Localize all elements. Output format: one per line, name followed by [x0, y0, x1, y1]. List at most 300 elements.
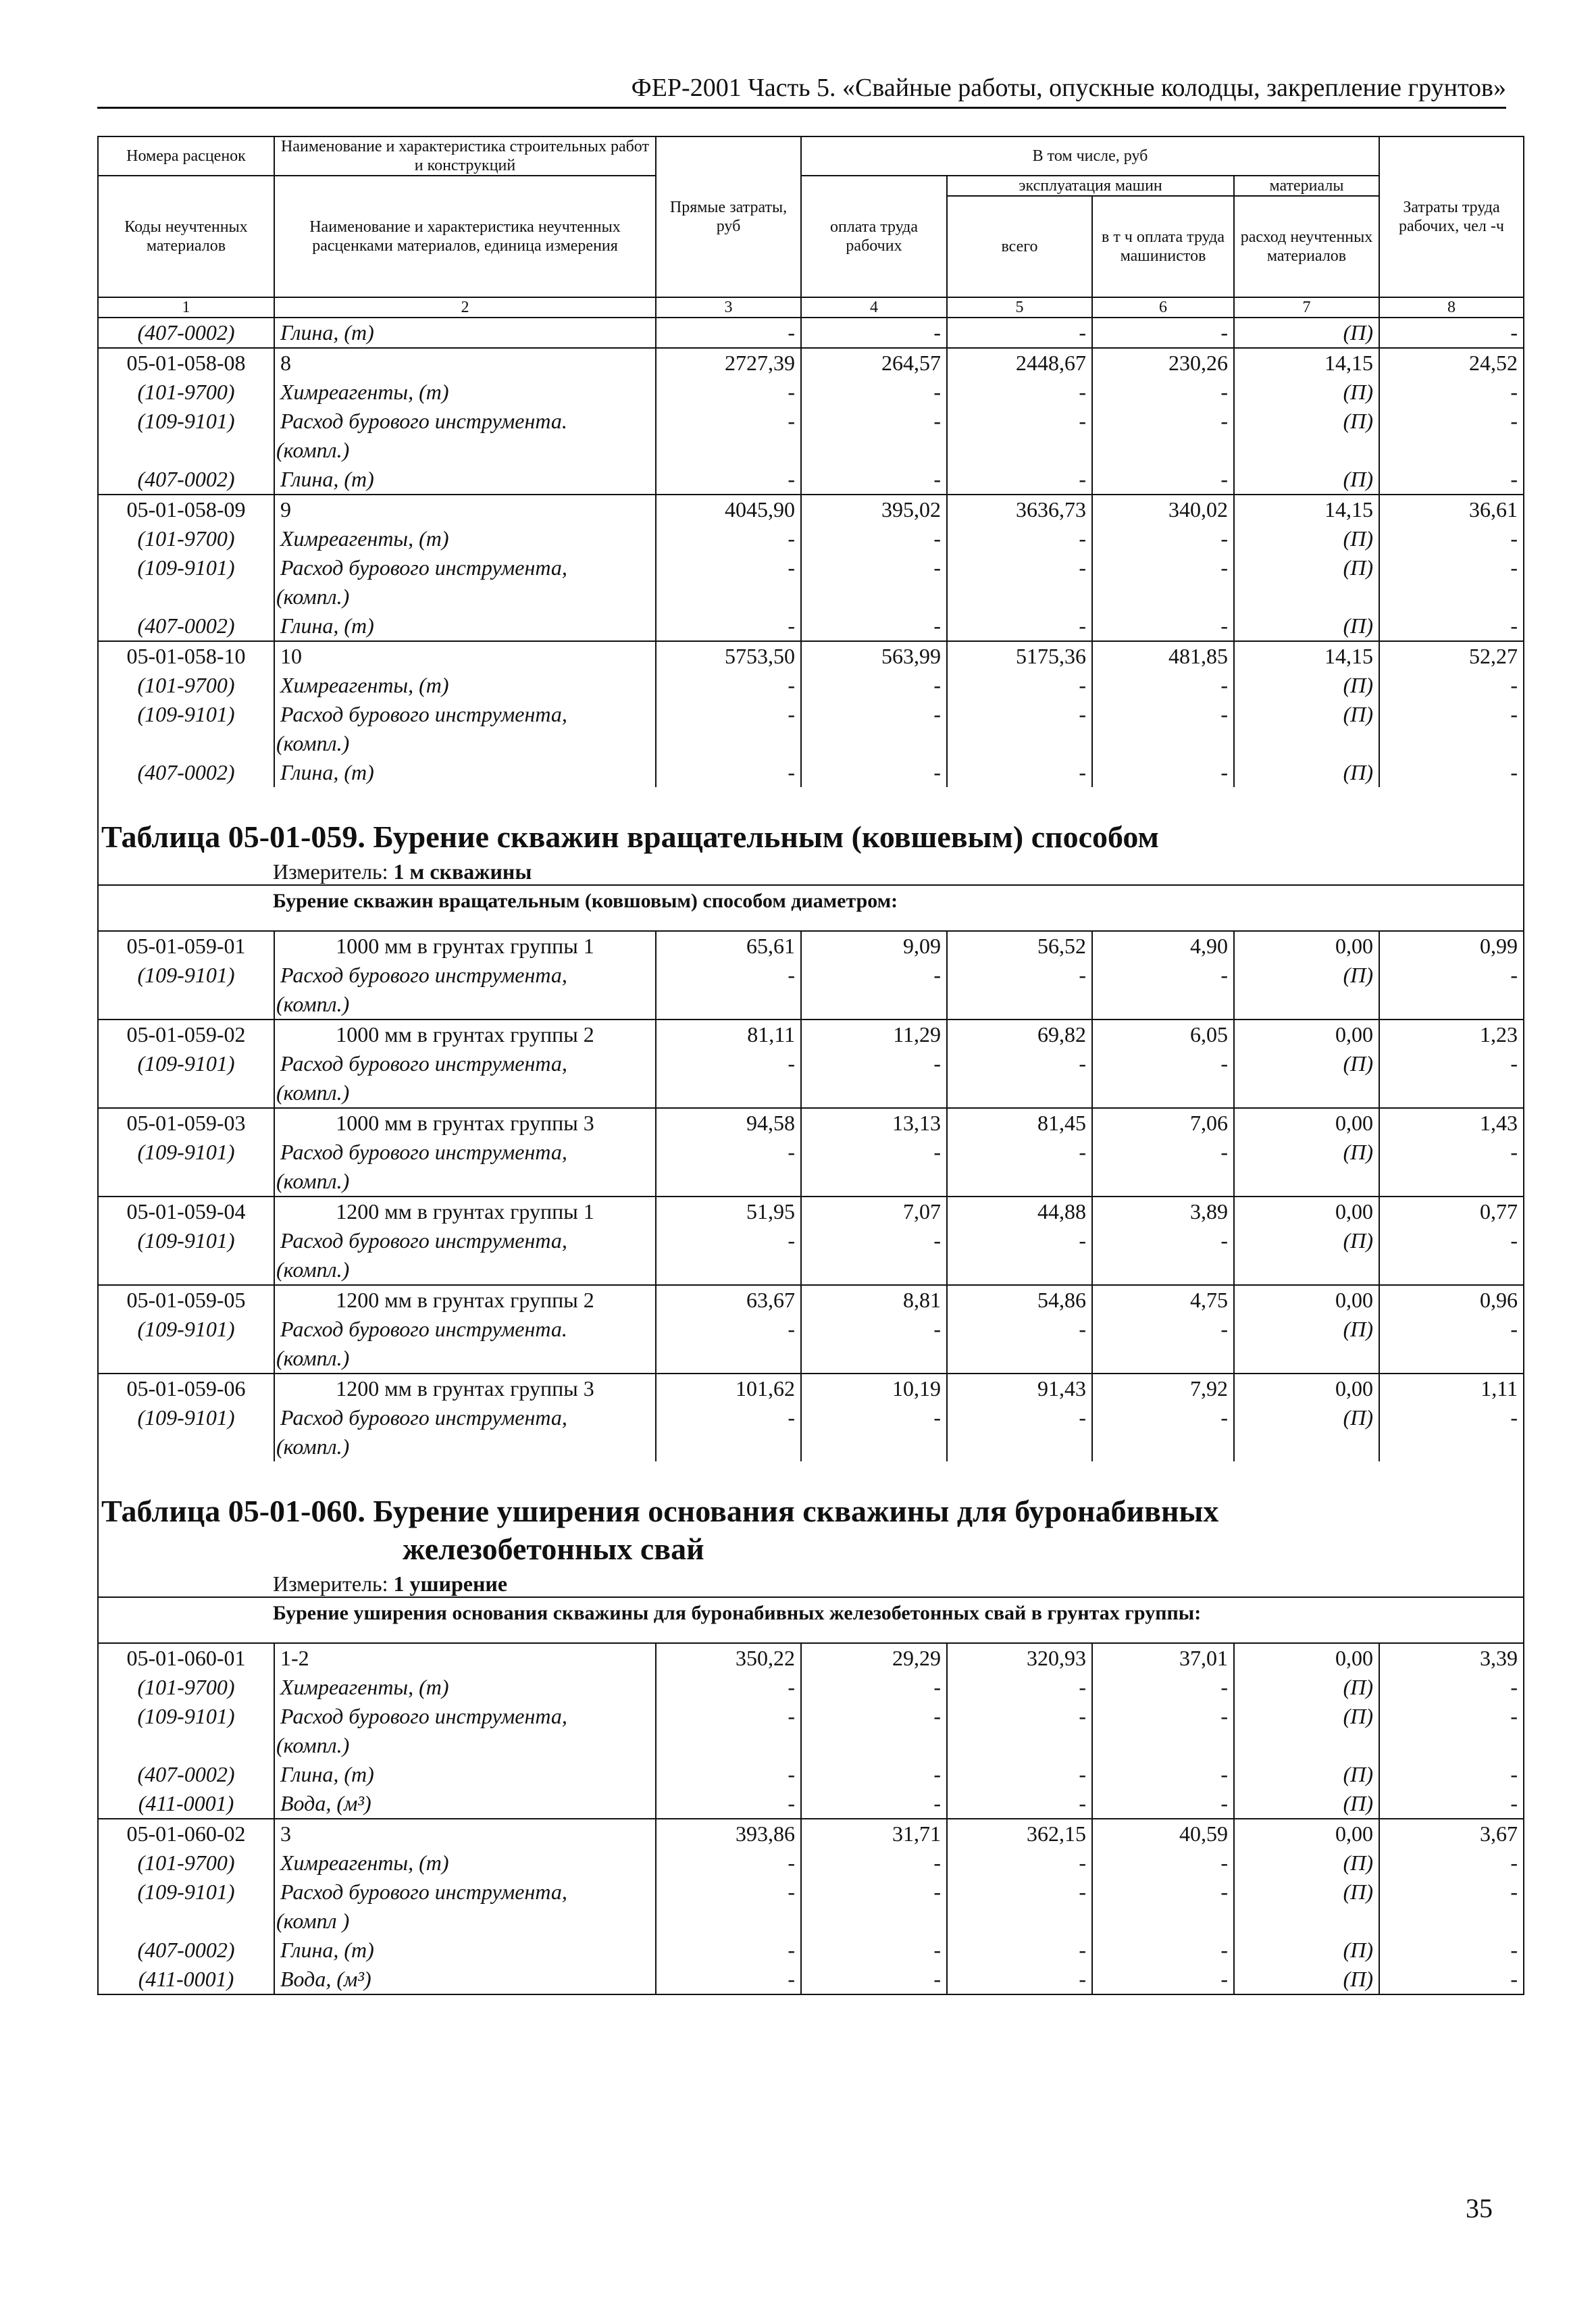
value-cell [801, 1078, 947, 1108]
rate-name: 1200 мм в грунтах группы 2 [274, 1285, 656, 1315]
value-cell [1092, 1167, 1234, 1197]
value-cell [1379, 1255, 1524, 1285]
rates-table [97, 136, 1524, 1995]
table-row [98, 729, 1524, 758]
value-cell [801, 1432, 947, 1461]
value-cell [1234, 1255, 1379, 1285]
value-cell: - [801, 407, 947, 436]
rate-code: 05-01-060-02 [98, 1819, 274, 1848]
measure-value: 1 уширение [393, 1571, 508, 1596]
value-cell: 63,67 [656, 1285, 801, 1315]
value-cell: 14,15 [1234, 495, 1379, 524]
value-cell: 1,23 [1379, 1020, 1524, 1049]
running-header: ФЕР-2001 Часть 5. «Свайные работы, опускные колодцы, закрепление грунтов» [97, 73, 1506, 109]
material-code: (109-9101) [98, 407, 274, 436]
material-name: Вода, (м³) [274, 1965, 656, 1994]
value-cell: - [1092, 465, 1234, 495]
value-cell [947, 1255, 1092, 1285]
value-cell: 51,95 [656, 1197, 801, 1226]
material-name: Глина, (т) [274, 465, 656, 495]
material-name: Глина, (т) [274, 758, 656, 787]
value-cell: - [656, 1138, 801, 1167]
material-code [98, 1344, 274, 1374]
value-cell: 3,39 [1379, 1643, 1524, 1673]
rate-name: 1000 мм в грунтах группы 3 [274, 1108, 656, 1138]
table-row [98, 1760, 1524, 1789]
value-cell: (П) [1234, 1226, 1379, 1255]
value-cell [947, 1731, 1092, 1760]
material-code: (407-0002) [98, 1936, 274, 1965]
material-name: Расход бурового инструмента, [274, 1138, 656, 1167]
table-row [98, 436, 1524, 465]
value-cell: - [1379, 1315, 1524, 1344]
value-cell [1092, 1731, 1234, 1760]
material-name: (компл.) [274, 1731, 656, 1760]
value-cell [1234, 436, 1379, 465]
material-name: Расход бурового инструмента. [274, 407, 656, 436]
table-row [98, 611, 1524, 641]
value-cell: 395,02 [801, 495, 947, 524]
value-cell [1379, 582, 1524, 611]
value-cell: (П) [1234, 961, 1379, 990]
value-cell: - [1379, 1138, 1524, 1167]
table-row [98, 524, 1524, 553]
value-cell: 1,43 [1379, 1108, 1524, 1138]
material-name: Химреагенты, (т) [274, 378, 656, 407]
value-cell: - [947, 1789, 1092, 1819]
table-row [98, 1403, 1524, 1432]
value-cell: - [1379, 465, 1524, 495]
table-row [98, 1049, 1524, 1078]
value-cell: - [656, 1315, 801, 1344]
value-cell: - [1379, 1226, 1524, 1255]
value-cell: - [801, 318, 947, 348]
material-name: Вода, (м³) [274, 1789, 656, 1819]
value-cell [1234, 582, 1379, 611]
value-cell: - [656, 611, 801, 641]
value-cell: 31,71 [801, 1819, 947, 1848]
value-cell [1379, 436, 1524, 465]
value-cell: - [801, 1403, 947, 1432]
value-cell: 52,27 [1379, 641, 1524, 671]
value-cell: - [1379, 1049, 1524, 1078]
value-cell [801, 1731, 947, 1760]
material-name: Расход бурового инструмента, [274, 1878, 656, 1907]
value-cell [801, 436, 947, 465]
col-number: 6 [1092, 297, 1234, 318]
value-cell [656, 436, 801, 465]
value-cell: - [947, 700, 1092, 729]
table-row [98, 1315, 1524, 1344]
value-cell: 362,15 [947, 1819, 1092, 1848]
table-row [98, 1344, 1524, 1374]
section-heading-row [98, 1461, 1524, 1643]
value-cell: - [1379, 1673, 1524, 1702]
value-cell [1092, 990, 1234, 1020]
material-name: Глина, (т) [274, 1936, 656, 1965]
value-cell: 0,77 [1379, 1197, 1524, 1226]
value-cell: - [947, 1049, 1092, 1078]
value-cell: - [947, 1226, 1092, 1255]
value-cell [1379, 1731, 1524, 1760]
value-cell: - [1092, 1226, 1234, 1255]
value-cell [1379, 1907, 1524, 1936]
value-cell: (П) [1234, 700, 1379, 729]
material-name: Расход бурового инструмента, [274, 700, 656, 729]
value-cell: - [947, 1878, 1092, 1907]
value-cell: - [947, 524, 1092, 553]
header-worker-pay: оплата труда рабочих [801, 176, 947, 297]
value-cell [1092, 436, 1234, 465]
table-row [98, 1197, 1524, 1226]
value-cell: - [1379, 1403, 1524, 1432]
value-cell: 81,45 [947, 1108, 1092, 1138]
material-code [98, 1432, 274, 1461]
value-cell: 6,05 [1092, 1020, 1234, 1049]
material-name: (компл.) [274, 1344, 656, 1374]
value-cell: - [656, 1226, 801, 1255]
value-cell: - [656, 465, 801, 495]
value-cell: 0,00 [1234, 1285, 1379, 1315]
value-cell: 4,90 [1092, 931, 1234, 961]
col-number: 7 [1234, 297, 1379, 318]
value-cell: 0,96 [1379, 1285, 1524, 1315]
material-name: (компл.) [274, 1255, 656, 1285]
value-cell: 56,52 [947, 931, 1092, 961]
value-cell: 393,86 [656, 1819, 801, 1848]
value-cell: 1,11 [1379, 1374, 1524, 1403]
value-cell: 340,02 [1092, 495, 1234, 524]
value-cell: - [801, 524, 947, 553]
col-number: 8 [1379, 297, 1524, 318]
value-cell [1379, 990, 1524, 1020]
material-code: (101-9700) [98, 671, 274, 700]
material-name: Расход бурового инструмента, [274, 1403, 656, 1432]
rate-code: 05-01-058-10 [98, 641, 274, 671]
col-number: 3 [656, 297, 801, 318]
value-cell: (П) [1234, 1789, 1379, 1819]
table-row [98, 582, 1524, 611]
table-row [98, 671, 1524, 700]
value-cell: - [801, 1049, 947, 1078]
value-cell: - [947, 407, 1092, 436]
material-name: (компл ) [274, 1907, 656, 1936]
value-cell: 54,86 [947, 1285, 1092, 1315]
material-name: (компл.) [274, 729, 656, 758]
value-cell: - [1092, 1789, 1234, 1819]
header-work-name: Наименование и характеристика строительных работ и конструкций [274, 136, 656, 176]
material-name: Химреагенты, (т) [274, 524, 656, 553]
value-cell: 9,09 [801, 931, 947, 961]
value-cell: - [947, 1965, 1092, 1994]
value-cell: - [801, 1936, 947, 1965]
value-cell: - [1379, 1878, 1524, 1907]
measure-unit [99, 856, 1523, 886]
table-row [98, 1643, 1524, 1673]
value-cell: - [801, 1760, 947, 1789]
material-code: (407-0002) [98, 465, 274, 495]
value-cell: - [1092, 1848, 1234, 1878]
material-code: (109-9101) [98, 553, 274, 582]
value-cell: (П) [1234, 378, 1379, 407]
material-name: Глина, (т) [274, 318, 656, 348]
value-cell: - [1379, 378, 1524, 407]
material-code: (109-9101) [98, 961, 274, 990]
value-cell: 91,43 [947, 1374, 1092, 1403]
value-cell: - [1379, 318, 1524, 348]
material-code: (109-9101) [98, 1878, 274, 1907]
material-code: (101-9700) [98, 378, 274, 407]
value-cell: - [656, 1789, 801, 1819]
value-cell [656, 1432, 801, 1461]
value-cell [801, 990, 947, 1020]
value-cell: 3,89 [1092, 1197, 1234, 1226]
material-code: (109-9101) [98, 1138, 274, 1167]
value-cell: - [1092, 524, 1234, 553]
rate-code: 05-01-059-06 [98, 1374, 274, 1403]
value-cell [1092, 1432, 1234, 1461]
material-name: (компл.) [274, 1167, 656, 1197]
value-cell: 14,15 [1234, 348, 1379, 378]
value-cell: (П) [1234, 1878, 1379, 1907]
value-cell: - [801, 1702, 947, 1731]
value-cell: - [801, 611, 947, 641]
value-cell: - [801, 1965, 947, 1994]
value-cell: - [656, 1760, 801, 1789]
value-cell: - [947, 1848, 1092, 1878]
value-cell: - [801, 700, 947, 729]
value-cell: - [656, 524, 801, 553]
table-row [98, 1819, 1524, 1848]
value-cell: - [1092, 1673, 1234, 1702]
value-cell: - [1379, 961, 1524, 990]
value-cell: (П) [1234, 1760, 1379, 1789]
section-title-cont: железобетонных свай [403, 1532, 704, 1566]
value-cell: (П) [1234, 318, 1379, 348]
value-cell [947, 990, 1092, 1020]
value-cell: - [656, 1878, 801, 1907]
value-cell: - [656, 553, 801, 582]
rate-name: 3 [274, 1819, 656, 1848]
value-cell: 36,61 [1379, 495, 1524, 524]
header-rate-numbers: Номера расценок [98, 136, 274, 176]
value-cell: - [656, 961, 801, 990]
material-code: (407-0002) [98, 758, 274, 787]
value-cell: 37,01 [1092, 1643, 1234, 1673]
material-name: Расход бурового инструмента, [274, 961, 656, 990]
value-cell: - [1092, 700, 1234, 729]
measure-label: Измеритель: [273, 1571, 388, 1596]
value-cell [947, 1432, 1092, 1461]
value-cell: 5753,50 [656, 641, 801, 671]
page-number: 35 [1466, 2193, 1493, 2223]
value-cell: 44,88 [947, 1197, 1092, 1226]
table-row [98, 1078, 1524, 1108]
table-row [98, 1731, 1524, 1760]
value-cell: (П) [1234, 1673, 1379, 1702]
section-subtitle: Бурение скважин вращательным (ковшовым) способом диаметром: [273, 890, 898, 912]
material-name: Химреагенты, (т) [274, 1848, 656, 1878]
value-cell [801, 729, 947, 758]
value-cell: - [1379, 524, 1524, 553]
table-row [98, 1936, 1524, 1965]
material-code: (109-9101) [98, 1315, 274, 1344]
material-code: (101-9700) [98, 1673, 274, 1702]
value-cell: 7,07 [801, 1197, 947, 1226]
value-cell: (П) [1234, 1936, 1379, 1965]
table-header [98, 136, 1524, 318]
table-row [98, 1789, 1524, 1819]
table-row [98, 407, 1524, 436]
value-cell: 563,99 [801, 641, 947, 671]
value-cell: - [656, 700, 801, 729]
value-cell: - [801, 465, 947, 495]
value-cell: 40,59 [1092, 1819, 1234, 1848]
value-cell: - [1092, 961, 1234, 990]
value-cell: (П) [1234, 1702, 1379, 1731]
value-cell: - [1379, 1965, 1524, 1994]
table-row [98, 758, 1524, 787]
table-row [98, 1285, 1524, 1315]
rate-code: 05-01-059-01 [98, 931, 274, 961]
value-cell: 320,93 [947, 1643, 1092, 1673]
rate-name: 9 [274, 495, 656, 524]
material-name: (компл.) [274, 582, 656, 611]
material-name: Глина, (т) [274, 611, 656, 641]
value-cell: - [656, 1673, 801, 1702]
rate-code: 05-01-059-05 [98, 1285, 274, 1315]
value-cell: 3636,73 [947, 495, 1092, 524]
col-number: 1 [98, 297, 274, 318]
value-cell: - [947, 378, 1092, 407]
value-cell: - [656, 1049, 801, 1078]
value-cell [656, 1907, 801, 1936]
value-cell: - [656, 407, 801, 436]
value-cell: - [801, 553, 947, 582]
value-cell: 0,00 [1234, 1819, 1379, 1848]
rate-name: 1200 мм в грунтах группы 1 [274, 1197, 656, 1226]
value-cell: - [1092, 407, 1234, 436]
rate-code: 05-01-058-09 [98, 495, 274, 524]
table-row [98, 1432, 1524, 1461]
table-row [98, 931, 1524, 961]
value-cell: - [1092, 611, 1234, 641]
table-row [98, 1226, 1524, 1255]
section-title [99, 1461, 1523, 1568]
value-cell: - [656, 1936, 801, 1965]
value-cell [1234, 1078, 1379, 1108]
value-cell: - [1092, 1760, 1234, 1789]
value-cell: 4045,90 [656, 495, 801, 524]
value-cell: 14,15 [1234, 641, 1379, 671]
value-cell: 81,11 [656, 1020, 801, 1049]
measure-unit [99, 1568, 1523, 1598]
table-row [98, 990, 1524, 1020]
value-cell: 2727,39 [656, 348, 801, 378]
value-cell: - [656, 1965, 801, 1994]
value-cell [1234, 990, 1379, 1020]
value-cell: - [656, 378, 801, 407]
value-cell: - [656, 1848, 801, 1878]
header-operator-pay: в т ч оплата труда машинистов [1092, 196, 1234, 297]
value-cell: - [801, 1848, 947, 1878]
value-cell [1234, 1432, 1379, 1461]
value-cell: - [947, 758, 1092, 787]
value-cell: - [1379, 1936, 1524, 1965]
value-cell [1379, 729, 1524, 758]
value-cell [1234, 1731, 1379, 1760]
value-cell [1092, 1078, 1234, 1108]
value-cell [656, 990, 801, 1020]
table-row [98, 553, 1524, 582]
material-code [98, 1167, 274, 1197]
table-row [98, 465, 1524, 495]
value-cell: - [1092, 553, 1234, 582]
value-cell: 0,00 [1234, 1197, 1379, 1226]
rate-name: 1200 мм в грунтах группы 3 [274, 1374, 656, 1403]
value-cell: (П) [1234, 407, 1379, 436]
value-cell: 230,26 [1092, 348, 1234, 378]
header-machines: эксплуатация машин [947, 176, 1234, 196]
table-row [98, 1702, 1524, 1731]
material-code: (109-9101) [98, 1403, 274, 1432]
value-cell [1234, 729, 1379, 758]
col-number: 2 [274, 297, 656, 318]
value-cell: (П) [1234, 1965, 1379, 1994]
section-title-text: Таблица 05-01-060. Бурение уширения основания скважины для буронабивных [101, 1494, 1219, 1528]
value-cell: (П) [1234, 1049, 1379, 1078]
material-code: (411-0001) [98, 1789, 274, 1819]
value-cell: - [656, 758, 801, 787]
value-cell: 11,29 [801, 1020, 947, 1049]
value-cell: - [1379, 553, 1524, 582]
table-row [98, 700, 1524, 729]
material-name: (компл.) [274, 436, 656, 465]
value-cell: - [947, 1138, 1092, 1167]
value-cell: - [1379, 758, 1524, 787]
material-name: Глина, (т) [274, 1760, 656, 1789]
table-row [98, 641, 1524, 671]
measure-value: 1 м скважины [393, 859, 532, 884]
value-cell [947, 582, 1092, 611]
material-code: (407-0002) [98, 611, 274, 641]
material-code: (109-9101) [98, 1226, 274, 1255]
value-cell: - [1092, 758, 1234, 787]
value-cell [947, 729, 1092, 758]
table-row [98, 1878, 1524, 1907]
table-row [98, 318, 1524, 348]
section-title [99, 787, 1523, 856]
value-cell: (П) [1234, 611, 1379, 641]
value-cell: - [1379, 1760, 1524, 1789]
table-row [98, 378, 1524, 407]
value-cell: 350,22 [656, 1643, 801, 1673]
table-row [98, 961, 1524, 990]
header-direct-costs: Прямые затраты, руб [656, 136, 801, 297]
value-cell [947, 1167, 1092, 1197]
value-cell: 69,82 [947, 1020, 1092, 1049]
value-cell [656, 582, 801, 611]
col-number: 4 [801, 297, 947, 318]
table-row [98, 1374, 1524, 1403]
value-cell: 13,13 [801, 1108, 947, 1138]
value-cell: - [801, 758, 947, 787]
value-cell [801, 582, 947, 611]
value-cell [1379, 1078, 1524, 1108]
header-including: В том числе, руб [801, 136, 1379, 176]
section-title-text: Таблица 05-01-059. Бурение скважин вращательным (ковшевым) способом [101, 820, 1159, 854]
rate-code: 05-01-058-08 [98, 348, 274, 378]
